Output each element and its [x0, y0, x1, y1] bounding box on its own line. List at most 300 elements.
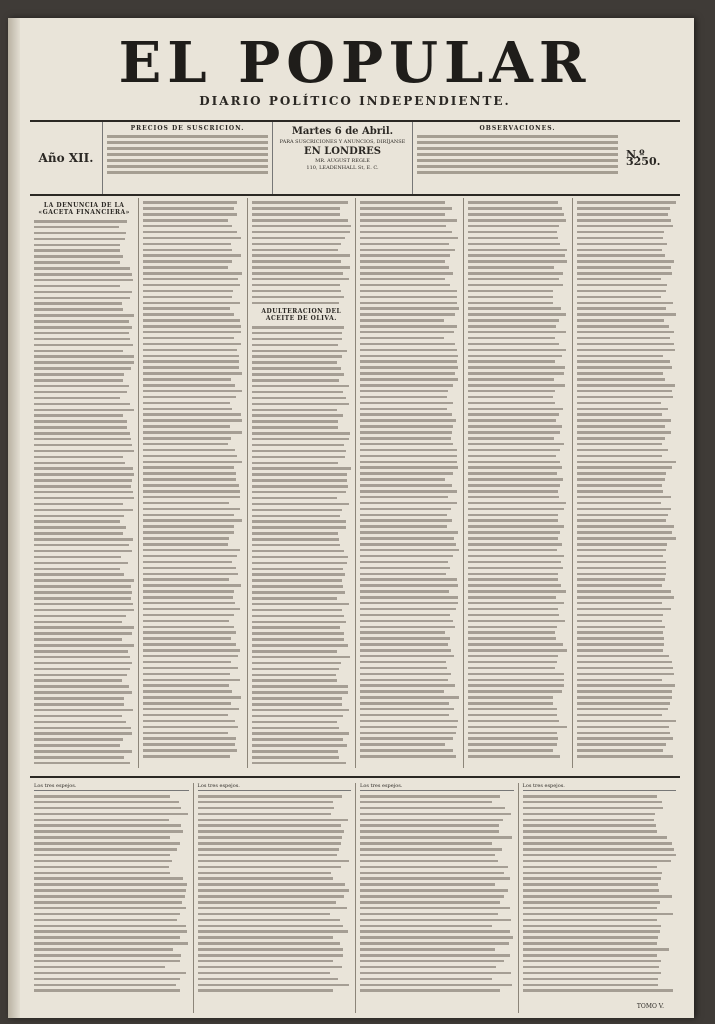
text-line	[252, 432, 350, 435]
text-line	[523, 830, 657, 833]
text-line	[143, 249, 231, 252]
text-line	[360, 302, 457, 305]
text-line	[143, 549, 239, 552]
text-line	[143, 631, 236, 634]
text-line	[468, 490, 558, 493]
text-line	[252, 497, 337, 500]
text-line	[468, 637, 556, 640]
text-line	[198, 860, 349, 863]
text-line	[34, 954, 181, 957]
text-line	[360, 596, 458, 599]
text-line	[577, 419, 671, 422]
text-line	[34, 984, 176, 987]
text-line	[523, 919, 657, 922]
text-line	[143, 461, 242, 464]
text-line	[198, 984, 349, 987]
text-line	[34, 391, 127, 394]
text-line	[198, 819, 348, 822]
text-line	[360, 877, 510, 880]
text-line	[34, 249, 120, 252]
text-line	[577, 378, 665, 381]
info-row	[30, 120, 680, 196]
text-line	[252, 450, 346, 453]
text-line	[577, 537, 676, 540]
text-line	[523, 901, 661, 904]
text-line	[252, 491, 346, 494]
text-line	[360, 225, 446, 228]
text-line	[143, 237, 241, 240]
text-line	[468, 702, 553, 705]
text-line	[198, 925, 344, 928]
text-line	[34, 942, 188, 945]
text-line	[577, 714, 663, 717]
text-line	[143, 508, 239, 511]
text-line	[143, 620, 229, 623]
text-line	[34, 674, 127, 677]
serial-column	[355, 783, 518, 1013]
text-line	[34, 544, 129, 547]
text-line	[523, 819, 654, 822]
text-line	[577, 490, 663, 493]
text-line	[143, 402, 230, 405]
text-line	[252, 361, 337, 364]
text-line	[468, 207, 561, 210]
text-line	[577, 637, 665, 640]
text-line	[577, 702, 671, 705]
text-line	[468, 302, 553, 305]
serial-heading: Los tres espejos.	[34, 783, 77, 789]
text-line	[360, 349, 457, 352]
text-line	[360, 578, 457, 581]
text-line	[143, 684, 228, 687]
text-line	[360, 661, 446, 664]
text-line	[577, 732, 670, 735]
text-line	[252, 621, 346, 624]
newspaper-subtitle: DIARIO POLÍTICO INDEPENDIENTE.	[199, 94, 511, 108]
text-line	[360, 455, 457, 458]
text-line	[468, 496, 559, 499]
text-line	[523, 954, 658, 957]
text-line	[468, 343, 559, 346]
article-heading: ADULTERACION DEL ACEITE DE OLIVA.	[261, 308, 342, 323]
text-line	[577, 355, 664, 358]
text-line	[577, 502, 662, 505]
text-line	[252, 756, 339, 759]
text-line	[360, 573, 446, 576]
text-line	[143, 319, 240, 322]
text-line	[252, 237, 346, 240]
text-line	[468, 461, 560, 464]
text-line	[468, 537, 558, 540]
text-line	[360, 201, 445, 204]
text-line	[34, 621, 122, 624]
text-line	[468, 508, 564, 511]
text-line	[252, 515, 340, 518]
text-line	[577, 649, 664, 652]
text-line	[468, 449, 559, 452]
text-line	[360, 984, 512, 987]
text-line	[360, 860, 498, 863]
text-line	[360, 848, 502, 851]
text-line	[252, 662, 341, 665]
text-line	[577, 431, 671, 434]
text-line	[143, 302, 240, 305]
text-line	[360, 801, 492, 804]
text-line	[468, 296, 553, 299]
text-line	[360, 490, 457, 493]
text-line	[360, 402, 453, 405]
text-line	[34, 662, 132, 665]
text-line	[360, 972, 511, 975]
text-line	[143, 219, 228, 222]
text-line	[252, 473, 347, 476]
text-line	[252, 485, 349, 488]
text-line	[360, 431, 452, 434]
serial-column	[30, 783, 193, 1013]
text-line	[143, 231, 237, 234]
text-line	[34, 721, 126, 724]
text-line	[143, 602, 235, 605]
text-line	[577, 307, 666, 310]
article-text	[577, 201, 676, 757]
text-line	[252, 562, 347, 565]
text-line	[143, 384, 235, 387]
text-line	[523, 942, 657, 945]
text-line	[252, 656, 351, 659]
text-line	[34, 397, 120, 400]
text-line	[34, 597, 131, 600]
text-line	[34, 526, 126, 529]
text-line	[34, 297, 130, 300]
text-line	[577, 690, 672, 693]
text-line	[252, 503, 349, 506]
text-line	[577, 608, 671, 611]
text-line	[143, 419, 241, 422]
text-line	[360, 555, 453, 558]
serial-text	[198, 795, 352, 992]
article-column	[355, 198, 463, 768]
text-line	[34, 285, 120, 288]
text-line	[577, 213, 669, 216]
text-line	[34, 709, 133, 712]
text-line	[468, 278, 559, 281]
text-line	[143, 673, 230, 676]
text-line	[360, 390, 448, 393]
text-line	[252, 426, 338, 429]
text-line	[143, 396, 236, 399]
prices-text	[107, 135, 268, 174]
text-line	[577, 661, 672, 664]
text-line	[34, 913, 180, 916]
text-line	[143, 496, 240, 499]
text-line	[360, 913, 498, 916]
text-line	[577, 278, 661, 281]
text-line	[468, 714, 557, 717]
text-line	[143, 284, 240, 287]
text-line	[143, 413, 241, 416]
text-line	[468, 331, 566, 334]
text-line	[252, 685, 349, 688]
text-line	[198, 807, 335, 810]
text-line	[34, 697, 124, 700]
text-line	[468, 319, 559, 322]
text-line	[523, 795, 657, 798]
text-line	[34, 244, 120, 247]
text-line	[143, 254, 241, 257]
text-line	[360, 396, 447, 399]
text-line	[252, 709, 349, 712]
text-line	[252, 603, 349, 606]
text-line	[34, 750, 132, 753]
text-line	[252, 738, 343, 741]
article-text	[252, 201, 351, 304]
text-line	[34, 679, 122, 682]
text-line	[468, 519, 558, 522]
text-line	[468, 225, 559, 228]
text-line	[577, 466, 672, 469]
text-line	[577, 743, 666, 746]
text-line	[34, 326, 132, 329]
text-line	[143, 732, 228, 735]
text-line	[468, 272, 562, 275]
text-line	[360, 836, 512, 839]
text-line	[360, 519, 452, 522]
text-line	[34, 579, 134, 582]
text-line	[468, 608, 558, 611]
text-line	[34, 344, 133, 347]
text-line	[468, 649, 567, 652]
text-line	[198, 795, 343, 798]
text-line	[143, 608, 240, 611]
text-line	[523, 848, 674, 851]
text-line	[577, 620, 662, 623]
text-line	[523, 824, 657, 827]
text-line	[360, 561, 448, 564]
text-line	[360, 567, 450, 570]
text-line	[252, 626, 340, 629]
text-line	[252, 385, 349, 388]
text-line	[252, 556, 349, 559]
text-line	[34, 638, 122, 641]
london-intro: PARA SUSCRICIONES Y ANUNCIOS, DIRÍJANSE	[279, 139, 406, 145]
text-line	[34, 232, 126, 235]
text-line	[577, 384, 675, 387]
text-line	[34, 685, 129, 688]
text-line	[252, 550, 344, 553]
text-line	[34, 414, 123, 417]
text-line	[34, 491, 133, 494]
text-line	[143, 720, 235, 723]
text-line	[577, 508, 671, 511]
london-heading: EN LONDRES	[304, 146, 381, 157]
text-line	[577, 319, 664, 322]
text-line	[252, 532, 339, 535]
text-line	[252, 403, 349, 406]
text-line	[360, 449, 457, 452]
text-line	[252, 632, 345, 635]
text-line	[143, 590, 234, 593]
text-line	[143, 337, 233, 340]
text-line	[143, 714, 228, 717]
text-line	[523, 925, 661, 928]
article-columns	[30, 198, 680, 768]
text-line	[34, 860, 172, 863]
text-line	[34, 930, 187, 933]
text-line	[252, 727, 340, 730]
text-line	[360, 537, 454, 540]
text-line	[577, 437, 665, 440]
text-line	[34, 703, 124, 706]
text-line	[577, 243, 668, 246]
text-line	[143, 490, 240, 493]
text-line	[360, 366, 458, 369]
text-line	[468, 243, 560, 246]
text-line	[34, 830, 183, 833]
text-line	[468, 655, 558, 658]
text-line	[577, 602, 662, 605]
text-line	[34, 936, 180, 939]
text-line	[34, 373, 124, 376]
text-line	[360, 213, 445, 216]
text-line	[360, 260, 445, 263]
text-line	[577, 284, 667, 287]
text-line	[252, 526, 347, 529]
text-line	[360, 620, 453, 623]
text-line	[198, 836, 343, 839]
text-line	[468, 254, 565, 257]
text-line	[523, 860, 672, 863]
text-line	[198, 824, 341, 827]
text-line	[523, 960, 662, 963]
text-line	[34, 795, 170, 798]
text-line	[468, 690, 561, 693]
text-line	[468, 425, 562, 428]
text-line	[577, 231, 664, 234]
text-line	[360, 508, 451, 511]
text-line	[252, 638, 344, 641]
text-line	[34, 515, 124, 518]
text-line	[252, 444, 344, 447]
text-line	[360, 966, 496, 969]
text-line	[198, 978, 338, 981]
text-line	[198, 872, 331, 875]
text-line	[143, 272, 242, 275]
text-line	[198, 889, 349, 892]
text-line	[34, 367, 131, 370]
text-line	[34, 836, 170, 839]
text-line	[360, 590, 449, 593]
text-line	[360, 313, 455, 316]
text-line	[252, 456, 345, 459]
text-line	[252, 585, 343, 588]
text-line	[360, 478, 445, 481]
text-line	[360, 737, 453, 740]
text-line	[34, 877, 183, 880]
text-line	[360, 667, 447, 670]
text-line	[360, 684, 455, 687]
text-line	[577, 296, 661, 299]
text-line	[143, 278, 238, 281]
page-spine	[8, 18, 20, 1018]
text-line	[198, 954, 344, 957]
text-line	[360, 461, 457, 464]
text-line	[143, 431, 242, 434]
text-line	[34, 226, 119, 229]
text-line	[468, 584, 561, 587]
text-line	[360, 743, 445, 746]
text-line	[252, 249, 338, 252]
newspaper-page	[8, 18, 694, 1018]
london-agent: MR. AUGUST REGLE	[315, 158, 370, 164]
text-line	[577, 449, 669, 452]
text-line	[34, 609, 134, 612]
text-line	[468, 201, 557, 204]
text-line	[143, 555, 236, 558]
text-line	[360, 413, 452, 416]
text-line	[468, 384, 565, 387]
text-line	[198, 942, 341, 945]
text-line	[198, 919, 341, 922]
text-line	[468, 555, 564, 558]
text-line	[468, 549, 556, 552]
text-line	[468, 413, 558, 416]
text-line	[360, 296, 457, 299]
text-line	[468, 643, 563, 646]
text-line	[143, 543, 228, 546]
text-line	[577, 708, 668, 711]
text-line	[523, 807, 663, 810]
text-line	[34, 626, 134, 629]
text-line	[34, 854, 170, 857]
text-line	[577, 390, 673, 393]
text-line	[252, 668, 339, 671]
text-line	[360, 960, 504, 963]
text-line	[577, 573, 666, 576]
text-line	[360, 726, 457, 729]
text-line	[523, 948, 670, 951]
text-line	[143, 443, 228, 446]
text-line	[360, 219, 457, 222]
text-line	[198, 960, 333, 963]
text-line	[252, 332, 342, 335]
text-line	[252, 391, 343, 394]
text-line	[252, 290, 341, 293]
text-line	[34, 273, 132, 276]
text-line	[34, 895, 185, 898]
text-line	[360, 437, 451, 440]
text-line	[34, 332, 129, 335]
text-line	[34, 320, 129, 323]
text-line	[252, 284, 340, 287]
text-line	[143, 502, 229, 505]
text-line	[577, 343, 674, 346]
text-line	[468, 696, 553, 699]
text-line	[252, 679, 337, 682]
text-line	[143, 225, 232, 228]
text-line	[360, 543, 456, 546]
text-line	[577, 679, 663, 682]
text-line	[34, 848, 177, 851]
text-line	[360, 378, 458, 381]
text-line	[34, 925, 186, 928]
text-line	[468, 408, 563, 411]
text-line	[143, 637, 231, 640]
text-line	[468, 573, 557, 576]
text-line	[577, 207, 670, 210]
text-line	[34, 291, 132, 294]
text-line	[34, 966, 165, 969]
serial-text	[523, 795, 677, 992]
